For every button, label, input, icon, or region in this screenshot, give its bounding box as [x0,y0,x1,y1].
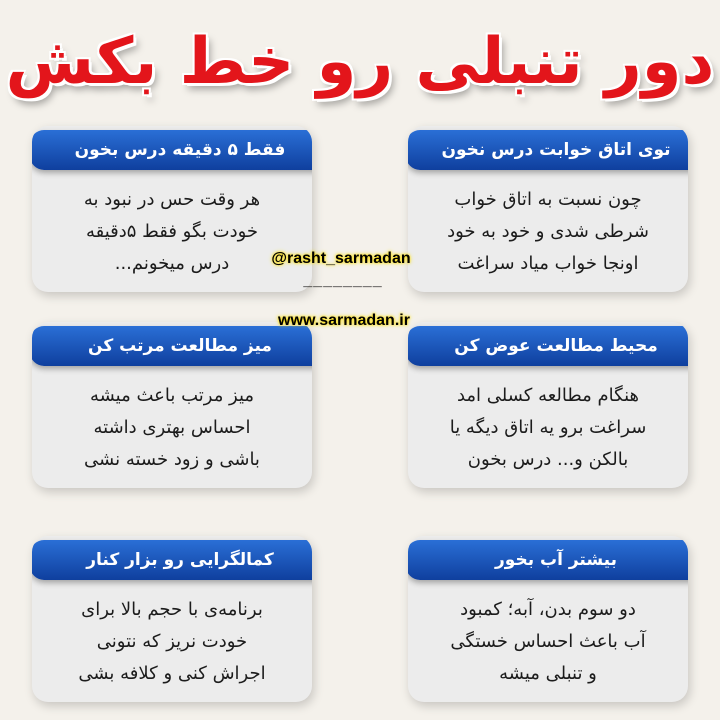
card-line: هنگام مطالعه کسلی امد [456,385,640,406]
card-line: درس میخونم... [114,253,230,274]
card-line: باشی و زود خسته نشی [84,449,260,470]
card-line: احساس بهتری داشته [93,417,251,438]
card-line: میز مرتب باعث میشه [89,385,255,406]
card-line: سراغت برو یه اتاق دیگه یا [449,417,647,438]
card-heading: توی اتاق خوابت درس نخون [408,130,688,170]
card-line: خودت بگو فقط ۵دقیقه [85,221,259,242]
card-line: چون نسبت به اتاق خواب [454,189,642,210]
card-heading: میز مطالعت مرتب کن [32,326,312,366]
card-line: دو سوم بدن، آبه؛ کمبود [460,599,636,620]
card-line: اجراش کنی و کلافه بشی [78,663,266,684]
card-line: و تنبلی میشه [499,663,597,684]
card-text [422,380,674,476]
card-line: بالکن و... درس بخون [467,449,629,470]
card-line: هر وقت حس در نبود به [83,189,261,210]
card-text [422,184,674,280]
website-url: www.sarmadan.ir [278,312,410,329]
tip-card-study-room [408,126,688,292]
social-handle: @rasht_sarmadan [271,250,411,267]
watermark-divider: ________ [303,272,383,289]
tip-card-drink-water [408,536,688,702]
card-line: آب باعث احساس خستگی [450,631,646,652]
card-heading: بیشتر آب بخور [408,540,688,580]
card-text [46,380,298,476]
card-line: برنامه‌ی با حجم بالا برای [81,599,263,620]
card-text [422,594,674,690]
page-title: دور تنبلی رو خط بکش [5,25,715,99]
card-line: خودت نریز که نتونی [96,631,248,652]
card-heading: محیط مطالعت عوض کن [408,326,688,366]
tip-card-perfectionism [32,536,312,702]
card-heading: فقط ۵ دقیقه درس بخون [32,130,312,170]
tip-card-change-place [408,322,688,488]
card-heading: کمالگرایی رو بزار کنار [32,540,312,580]
card-line: اونجا خواب میاد سراغت [457,253,639,274]
card-text [46,594,298,690]
card-line: شرطی شدی و خود به خود [447,221,649,242]
tip-card-tidy-desk [32,322,312,488]
